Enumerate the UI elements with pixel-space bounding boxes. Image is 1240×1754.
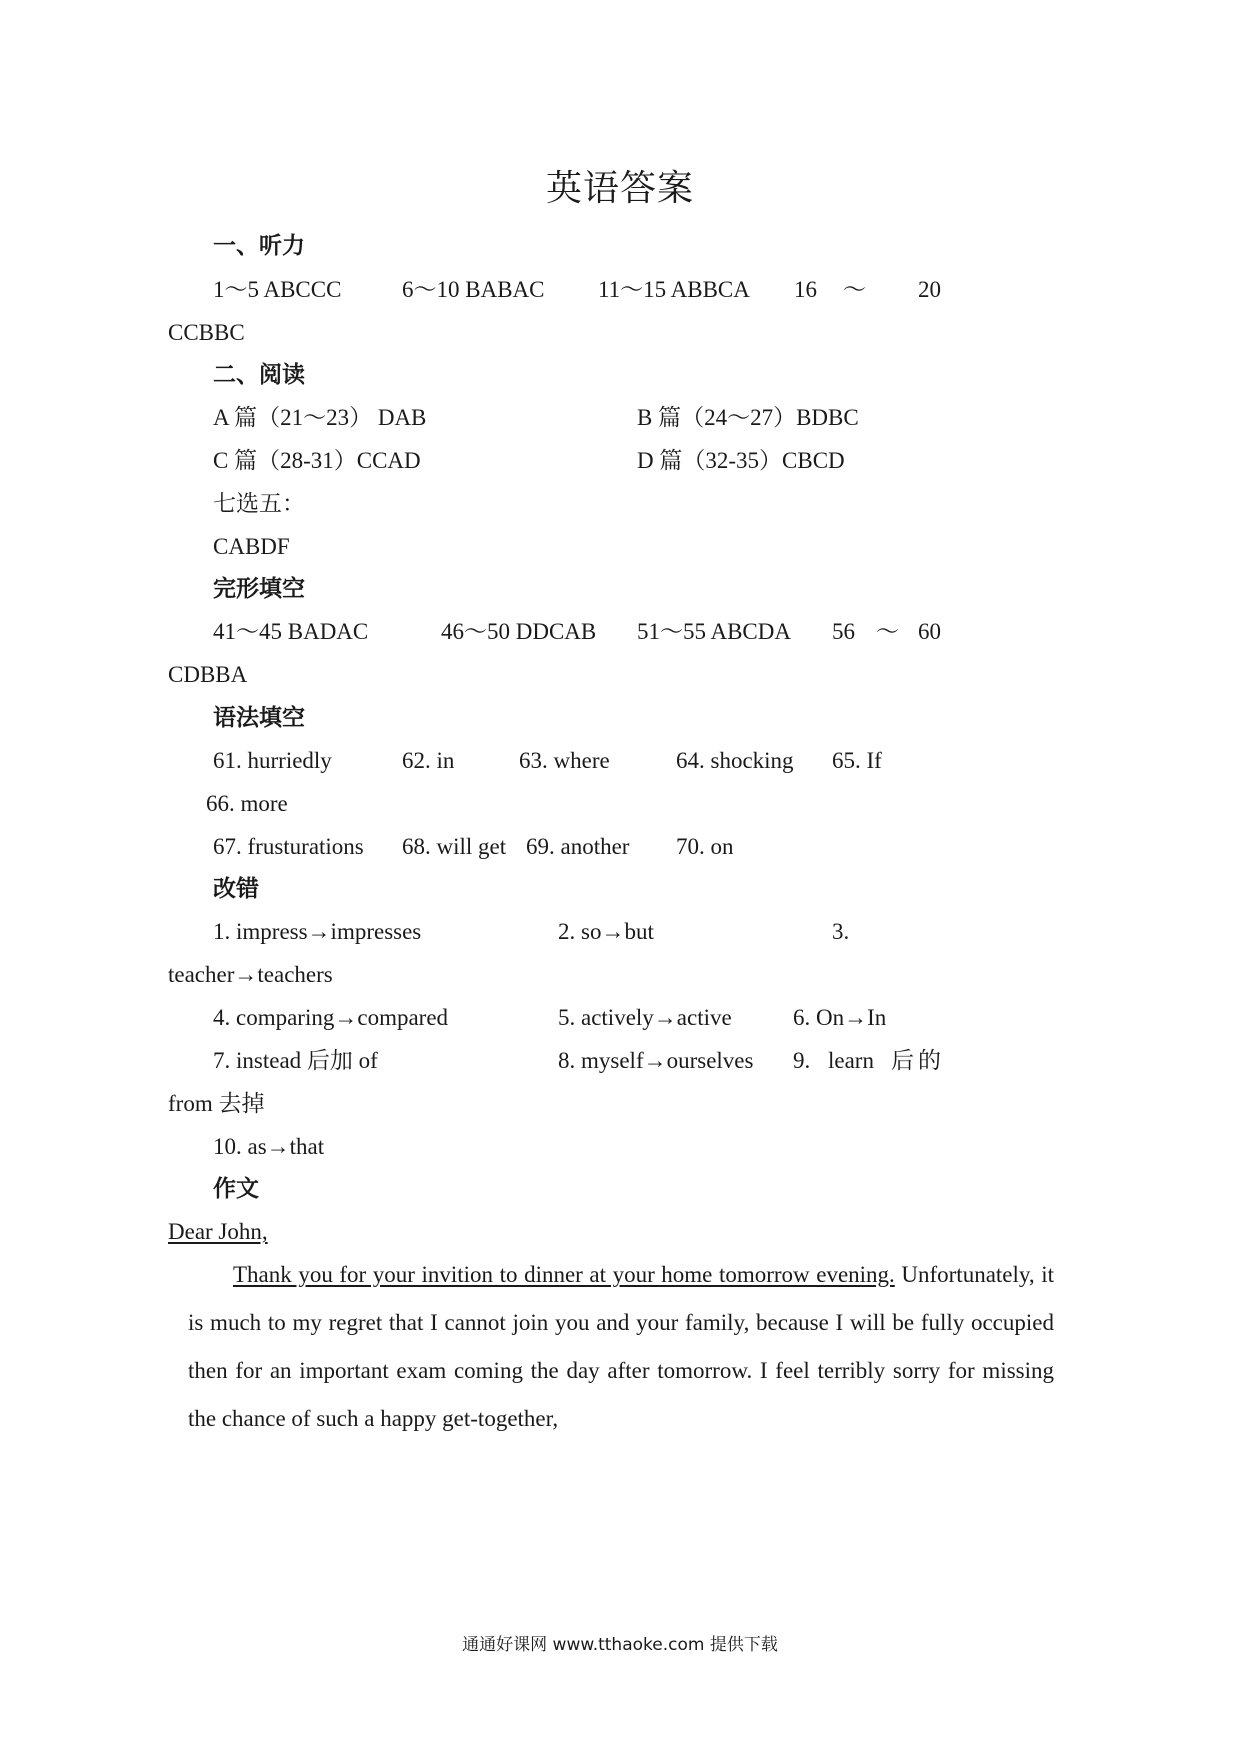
- grammar-heading: 语法填空: [213, 705, 305, 731]
- cloze-answer-56-60: CDBBA: [168, 662, 248, 687]
- listening-answer-11-15: 11～15 ABBCA: [598, 277, 750, 302]
- correction-item-9-word: learn: [828, 1048, 874, 1073]
- correction-item-7: 7. instead 后加 of: [213, 1048, 378, 1073]
- correction-item-10: 10. as→that: [213, 1134, 325, 1159]
- correction-item-6: 6. On→In: [793, 1005, 887, 1030]
- grammar-item-69: 69. another: [526, 834, 630, 859]
- cloze-answer-51-55: 51～55 ABCDA: [637, 619, 791, 644]
- correction-item-2: 2. so→but: [558, 919, 654, 944]
- correction-item-9: from 去掉: [168, 1091, 265, 1116]
- seven-choose-five-answer: CABDF: [213, 534, 290, 559]
- reading-passage-c: C 篇（28-31）CCAD: [213, 448, 421, 473]
- page-footer: 通通好课网 www.tthaoke.com 提供下载: [462, 1635, 778, 1655]
- correction-item-1: 1. impress→impresses: [213, 919, 422, 944]
- correction-item-8: 8. myself→ourselves: [558, 1048, 754, 1073]
- correction-item-5: 5. actively→active: [558, 1005, 732, 1030]
- grammar-item-68: 68. will get: [402, 834, 507, 859]
- reading-passage-a: A 篇（21～23） DAB: [213, 405, 427, 430]
- essay-greeting: Dear John,: [168, 1219, 268, 1244]
- cloze-answer-56-tilde: ～: [876, 619, 899, 644]
- reading-passage-b: B 篇（24～27）BDBC: [637, 405, 859, 430]
- essay-body: [188, 1251, 1054, 1443]
- grammar-item-70: 70. on: [676, 834, 734, 859]
- grammar-item-62: 62. in: [402, 748, 455, 773]
- listening-answer-16-suffix: 20: [918, 277, 941, 302]
- listening-answer-16-tilde: ～: [843, 277, 866, 302]
- cloze-heading: 完形填空: [213, 576, 305, 602]
- grammar-item-67: 67. frusturations: [213, 834, 364, 859]
- listening-answer-1-5: 1～5 ABCCC: [213, 277, 342, 302]
- correction-item-9-hou: 后: [891, 1048, 914, 1073]
- correction-item-3-number: 3.: [832, 919, 850, 944]
- essay-heading: 作文: [213, 1176, 259, 1202]
- listening-answer-16-20: CCBBC: [168, 320, 245, 345]
- listening-heading: 一、听力: [213, 233, 305, 259]
- reading-passage-d: D 篇（32-35）CBCD: [637, 448, 845, 473]
- seven-choose-five-label: 七选五：: [213, 491, 305, 516]
- grammar-item-64: 64. shocking: [676, 748, 794, 773]
- reading-heading: 二、阅读: [213, 362, 305, 388]
- cloze-answer-46-50: 46～50 DDCAB: [441, 619, 597, 644]
- cloze-answer-56-suffix: 60: [918, 619, 941, 644]
- listening-answer-16-prefix: 16: [794, 277, 817, 302]
- correction-item-3: teacher→teachers: [168, 962, 333, 987]
- listening-answer-6-10: 6～10 BABAC: [402, 277, 545, 302]
- grammar-item-65: 65. If: [832, 748, 882, 773]
- correction-item-9-de: 的: [918, 1048, 941, 1073]
- cloze-answer-41-45: 41～45 BADAC: [213, 619, 369, 644]
- page-title: 英语答案: [545, 168, 694, 209]
- correction-item-9-number: 9.: [793, 1048, 811, 1073]
- grammar-item-66: 66. more: [206, 791, 288, 816]
- essay-first-sentence: Thank you for your invition to dinner at your home tomorrow evening.: [233, 1262, 895, 1287]
- grammar-item-63: 63. where: [519, 748, 610, 773]
- correction-heading: 改错: [213, 876, 259, 902]
- correction-item-4: 4. comparing→compared: [213, 1005, 449, 1030]
- essay-body-text: Unfortunately, it is much to my regret that I cannot join you and your family, because I will be fully occupied then for an important exam coming the day after tomorrow. I feel terribly sorry for missing the chance of such a happy get-together,: [188, 1262, 1054, 1431]
- grammar-item-61: 61. hurriedly: [213, 748, 332, 773]
- cloze-answer-56-prefix: 56: [832, 619, 855, 644]
